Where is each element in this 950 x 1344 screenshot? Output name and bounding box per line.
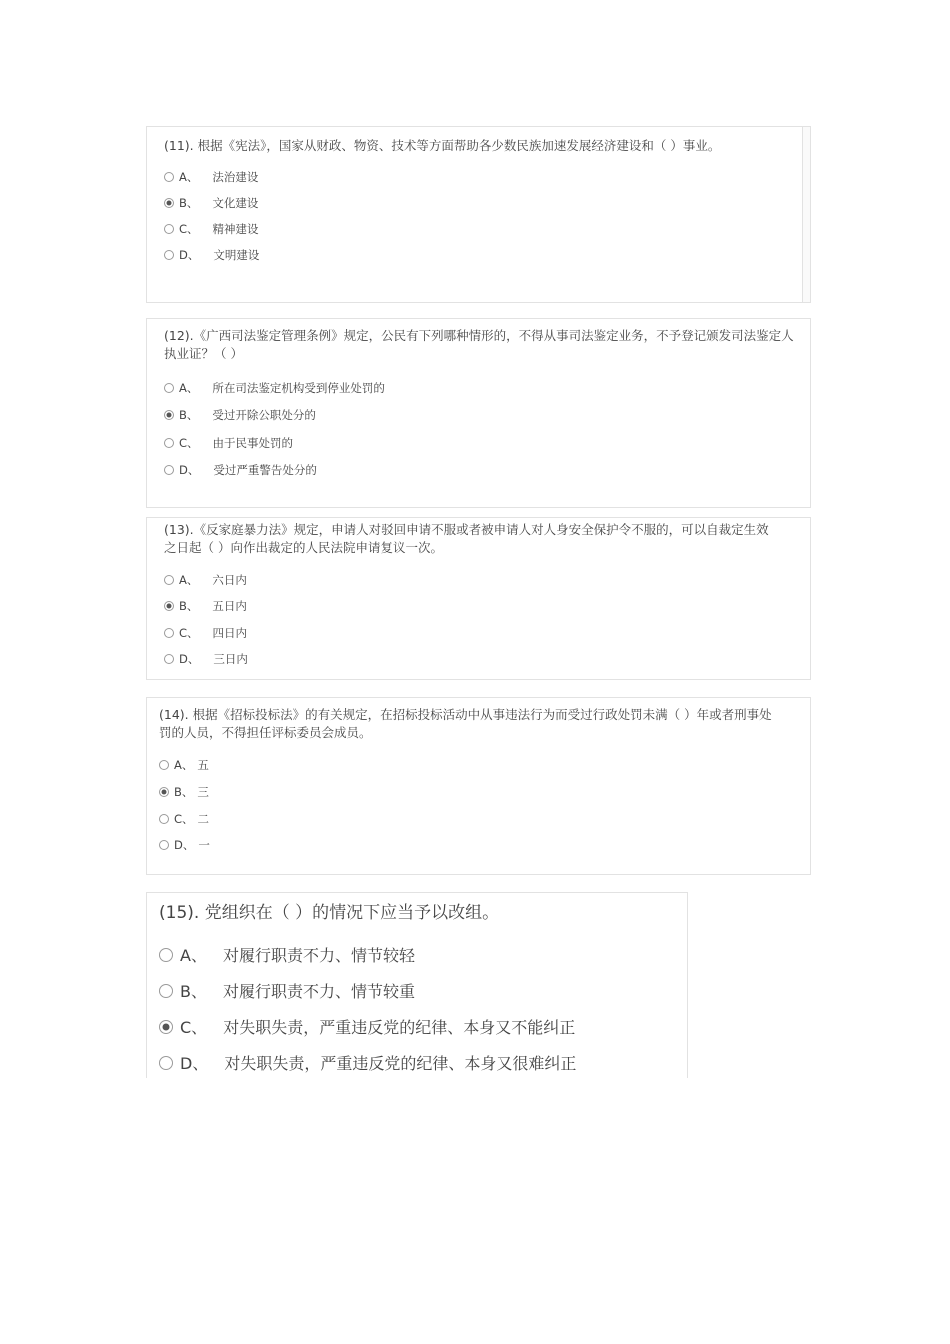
option-text: 由于民事处罚的 — [212, 436, 294, 450]
question-text: (11). 根据《宪法》，国家从财政、物资、技术等方面帮助各少数民族加速发展经济建设和（ ）事业。 — [164, 138, 721, 153]
option-label: B、 — [179, 408, 199, 422]
option-label: B、 — [179, 599, 199, 613]
option-a[interactable] — [164, 572, 247, 588]
question-card-12 — [146, 318, 811, 508]
option-label: A、 — [179, 381, 199, 395]
option-text: 受过严重警告处分的 — [213, 463, 317, 477]
option-text: 受过开除公职处分的 — [212, 408, 316, 422]
option-a[interactable] — [164, 169, 258, 185]
option-d[interactable] — [164, 247, 259, 263]
question-card-14 — [146, 697, 811, 875]
option-a[interactable] — [159, 943, 415, 966]
option-b[interactable] — [164, 598, 247, 614]
option-text: 法治建设 — [212, 170, 259, 184]
radio-icon[interactable] — [159, 1056, 173, 1070]
radio-icon[interactable] — [164, 438, 174, 448]
radio-icon[interactable] — [159, 840, 169, 850]
radio-icon[interactable] — [159, 760, 169, 770]
option-label: D、 — [180, 1054, 209, 1073]
radio-icon[interactable] — [164, 250, 174, 260]
option-label: B、 — [179, 196, 199, 210]
question-text: (13).《反家庭暴力法》规定，申请人对驳回申请不服或者被申请人对人身安全保护令不服的，可以自裁定生效之日起（ ）向作出裁定的人民法院申请复议一次。 — [164, 522, 769, 556]
question-card-11 — [146, 126, 811, 303]
option-text: 文化建设 — [212, 196, 259, 210]
option-text: 三 — [197, 785, 209, 799]
radio-icon[interactable] — [164, 172, 174, 182]
question-card-15 — [146, 892, 688, 1078]
radio-checked-icon[interactable] — [164, 410, 174, 420]
option-text: 二 — [197, 812, 210, 826]
option-text: 四日内 — [212, 626, 248, 640]
radio-checked-icon[interactable] — [159, 1020, 173, 1034]
radio-icon[interactable] — [164, 465, 174, 475]
option-text: 三日内 — [213, 652, 248, 666]
question-text: (14). 根据《招标投标法》的有关规定，在招标投标活动中从事违法行为而受过行政处罚未满（ ）年或者刑事处罚的人员，不得担任评标委员会成员。 — [159, 707, 772, 741]
option-label: C、 — [179, 436, 199, 450]
option-label: A、 — [174, 758, 194, 772]
option-text: 文明建设 — [213, 248, 260, 262]
option-text: 五 — [197, 758, 209, 772]
option-label: C、 — [179, 222, 199, 236]
radio-icon[interactable] — [159, 984, 173, 998]
option-text: 六日内 — [212, 573, 247, 587]
option-d[interactable] — [164, 651, 248, 667]
option-text: 精神建设 — [212, 222, 259, 236]
scroll-edge — [802, 127, 810, 302]
option-a[interactable] — [159, 757, 209, 773]
option-label: A、 — [180, 946, 207, 965]
radio-icon[interactable] — [164, 383, 174, 393]
radio-icon[interactable] — [159, 814, 169, 824]
question-card-13 — [146, 517, 811, 680]
option-d[interactable] — [164, 462, 317, 478]
radio-icon[interactable] — [159, 948, 173, 962]
option-a[interactable] — [164, 380, 385, 396]
option-c[interactable] — [164, 625, 247, 641]
option-text: 对失职失责，严重违反党的纪律、本身又很难纠正 — [224, 1054, 577, 1073]
option-c[interactable] — [159, 811, 209, 827]
option-c[interactable] — [164, 435, 293, 451]
option-c[interactable] — [164, 221, 259, 237]
radio-checked-icon[interactable] — [164, 198, 174, 208]
question-text: (12).《广西司法鉴定管理条例》规定，公民有下列哪种情形的，不得从事司法鉴定业务，不予登记颁发司法鉴定人执业证？（ ） — [164, 328, 794, 362]
option-b[interactable] — [164, 195, 258, 211]
radio-icon[interactable] — [164, 628, 174, 638]
option-text: 所在司法鉴定机构受到停业处罚的 — [212, 381, 385, 395]
option-b[interactable] — [164, 407, 316, 423]
option-label: C、 — [179, 626, 199, 640]
radio-icon[interactable] — [164, 654, 174, 664]
option-b[interactable] — [159, 979, 415, 1002]
option-label: D、 — [179, 248, 200, 262]
option-label: C、 — [174, 812, 194, 826]
radio-icon[interactable] — [164, 575, 174, 585]
option-d[interactable] — [159, 837, 210, 853]
option-label: B、 — [180, 982, 207, 1001]
radio-checked-icon[interactable] — [159, 787, 169, 797]
radio-checked-icon[interactable] — [164, 601, 174, 611]
question-text: (15). 党组织在（ ）的情况下应当予以改组。 — [159, 903, 500, 923]
option-text: 五日内 — [212, 599, 247, 613]
option-label: D、 — [179, 463, 200, 477]
option-label: D、 — [174, 838, 195, 852]
option-text: 对履行职责不力、情节较重 — [222, 982, 415, 1001]
option-text: 一 — [198, 838, 210, 852]
option-label: A、 — [179, 170, 199, 184]
option-c[interactable] — [159, 1015, 575, 1038]
option-label: D、 — [179, 652, 200, 666]
option-label: A、 — [179, 573, 199, 587]
option-d[interactable] — [159, 1051, 576, 1074]
option-label: B、 — [174, 785, 194, 799]
option-b[interactable] — [159, 784, 209, 800]
option-text: 对履行职责不力、情节较轻 — [222, 946, 415, 965]
option-label: C、 — [180, 1018, 208, 1037]
option-text: 对失职失责，严重违反党的纪律、本身又不能纠正 — [223, 1018, 576, 1037]
radio-icon[interactable] — [164, 224, 174, 234]
